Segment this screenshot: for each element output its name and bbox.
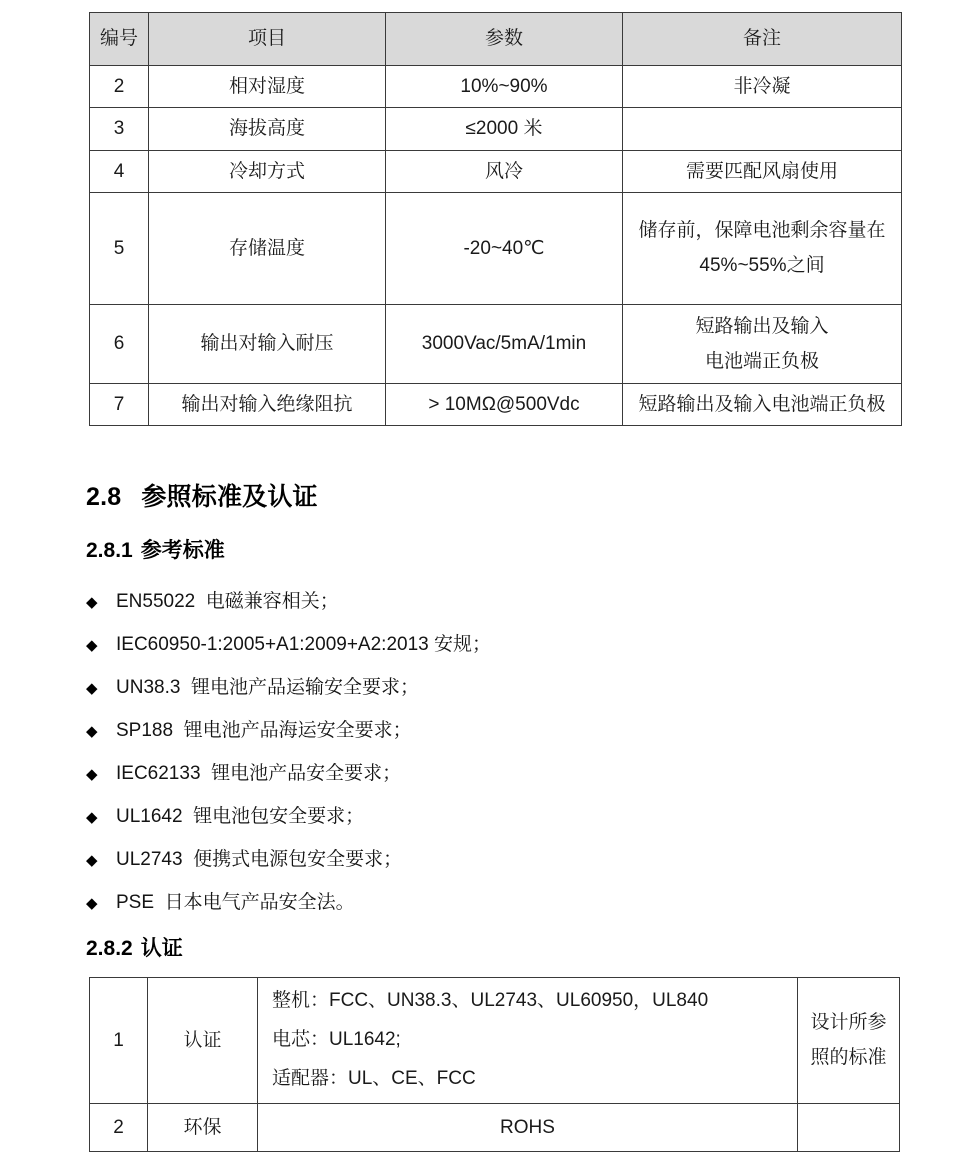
cell-param: 3000Vac/5mA/1min xyxy=(386,304,623,383)
cell-certifications: ROHS xyxy=(258,1103,798,1151)
reference-standards-list xyxy=(86,586,786,930)
cell-note xyxy=(623,304,902,383)
list-item-label: UL1642 锂电池包安全要求； xyxy=(116,806,365,827)
cell-note xyxy=(798,1103,900,1151)
table-row xyxy=(90,192,902,304)
cell-note: 需要匹配风扇使用 xyxy=(623,150,902,192)
diamond-bullet-icon: ◆ xyxy=(86,766,98,783)
cell-no: 2 xyxy=(90,66,149,108)
table-row xyxy=(90,978,900,1104)
column-header-no: 编号 xyxy=(90,13,149,66)
cell-item: 环保 xyxy=(148,1103,258,1151)
subsection-number: 2.8.1 xyxy=(86,539,133,562)
cell-no: 7 xyxy=(90,384,149,426)
list-item-label: IEC62133 锂电池产品安全要求； xyxy=(116,763,402,784)
diamond-bullet-icon: ◆ xyxy=(86,594,98,611)
list-item xyxy=(86,715,786,758)
table-row xyxy=(90,304,902,383)
list-item xyxy=(86,586,786,629)
cell-note xyxy=(798,978,900,1104)
cell-param: ≤2000 米 xyxy=(386,108,623,150)
subsection-title: 参考标准 xyxy=(140,539,225,562)
cert-line: 适配器：UL、CE、FCC xyxy=(272,1067,476,1089)
cell-note xyxy=(623,192,902,304)
list-item xyxy=(86,887,786,930)
list-item-label: SP188 锂电池产品海运安全要求； xyxy=(116,720,412,741)
cell-note xyxy=(623,108,902,150)
note-line: 照的标准 xyxy=(810,1047,887,1069)
table-row xyxy=(90,66,902,108)
list-item-label: EN55022 电磁兼容相关； xyxy=(116,591,339,612)
column-header-item: 项目 xyxy=(149,13,386,66)
list-item xyxy=(86,672,786,715)
subsection-number: 2.8.2 xyxy=(86,937,133,960)
note-line: 储存前，保障电池剩余容量在 xyxy=(638,220,886,242)
cell-param: -20~40℃ xyxy=(386,192,623,304)
table-row xyxy=(90,384,902,426)
list-item xyxy=(86,758,786,801)
cell-no: 3 xyxy=(90,108,149,150)
cell-certifications xyxy=(258,978,798,1104)
diamond-bullet-icon: ◆ xyxy=(86,723,98,740)
cell-item: 相对湿度 xyxy=(149,66,386,108)
specification-table-body xyxy=(90,66,902,426)
cell-no: 2 xyxy=(90,1103,148,1151)
diamond-bullet-icon: ◆ xyxy=(86,895,98,912)
cert-line: 整机：FCC、UN38.3、UL2743、UL60950，UL840 xyxy=(272,990,709,1011)
list-item xyxy=(86,844,786,887)
table-row xyxy=(90,1103,900,1151)
cell-note: 非冷凝 xyxy=(623,66,902,108)
cell-item: 认证 xyxy=(148,978,258,1104)
cell-note: 短路输出及输入电池端正负极 xyxy=(623,384,902,426)
section-heading-2-8-2 xyxy=(86,932,183,962)
list-item xyxy=(86,629,786,672)
cell-param: 风冷 xyxy=(386,150,623,192)
note-line: 电池端正负极 xyxy=(704,350,819,372)
cell-no: 1 xyxy=(90,978,148,1104)
section-heading-2-8-1 xyxy=(86,534,225,564)
list-item xyxy=(86,801,786,844)
table-row xyxy=(90,108,902,150)
cell-param: > 10MΩ@500Vdc xyxy=(386,384,623,426)
cell-item: 海拔高度 xyxy=(149,108,386,150)
list-item-label: PSE 日本电气产品安全法。 xyxy=(116,892,355,913)
certification-table-body xyxy=(90,978,900,1152)
cell-item: 存储温度 xyxy=(149,192,386,304)
diamond-bullet-icon: ◆ xyxy=(86,637,98,654)
section-title: 参照标准及认证 xyxy=(141,483,318,511)
cert-line: 电芯：UL1642; xyxy=(272,1028,401,1050)
section-heading-2-8 xyxy=(86,477,318,513)
diamond-bullet-icon: ◆ xyxy=(86,809,98,826)
specification-table-head xyxy=(90,13,902,66)
cell-no: 4 xyxy=(90,150,149,192)
diamond-bullet-icon: ◆ xyxy=(86,680,98,697)
list-item-label: UL2743 便携式电源包安全要求； xyxy=(116,849,403,870)
specification-table xyxy=(89,12,902,426)
certification-table xyxy=(89,977,900,1152)
note-line: 设计所参 xyxy=(810,1012,887,1034)
table-header-row xyxy=(90,13,902,66)
cell-no: 5 xyxy=(90,192,149,304)
subsection-title: 认证 xyxy=(140,937,183,960)
list-item-label: UN38.3 锂电池产品运输安全要求； xyxy=(116,677,419,698)
note-line: 短路输出及输入 xyxy=(695,315,829,337)
column-header-note: 备注 xyxy=(623,13,902,66)
note-line: 45%~55%之间 xyxy=(699,255,825,277)
table-row xyxy=(90,150,902,192)
list-item-label: IEC60950-1:2005+A1:2009+A2:2013 安规； xyxy=(116,634,491,655)
cell-item: 输出对输入绝缘阻抗 xyxy=(149,384,386,426)
cell-no: 6 xyxy=(90,304,149,383)
cell-param: 10%~90% xyxy=(386,66,623,108)
section-number: 2.8 xyxy=(86,483,122,511)
cell-item: 冷却方式 xyxy=(149,150,386,192)
cell-item: 输出对输入耐压 xyxy=(149,304,386,383)
diamond-bullet-icon: ◆ xyxy=(86,852,98,869)
column-header-param: 参数 xyxy=(386,13,623,66)
